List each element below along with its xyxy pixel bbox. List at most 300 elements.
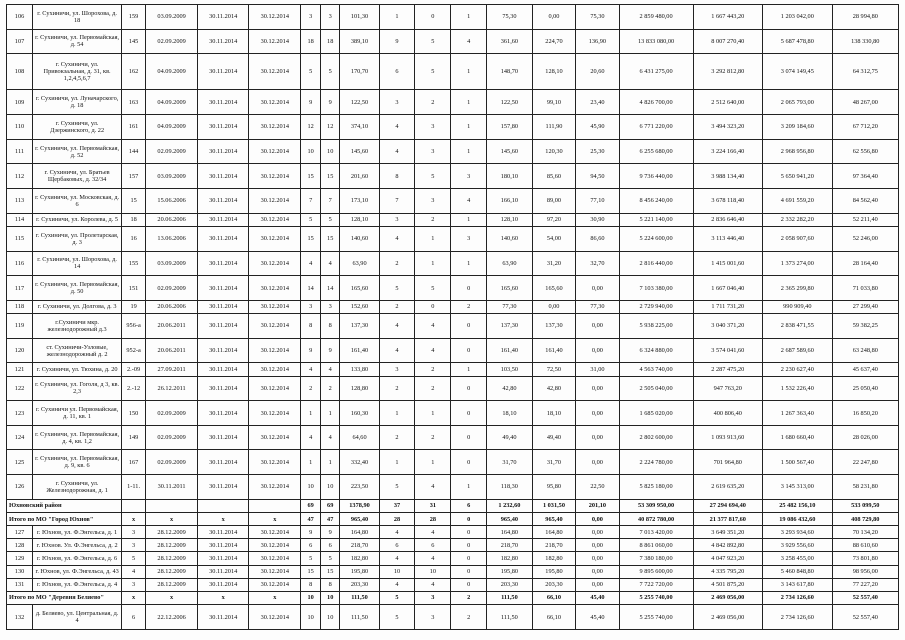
cell-document-date: 28.12.2009 [146, 539, 198, 552]
cell-flats-municipal: 0 [451, 512, 487, 525]
cell-cost-total: 2 802 600,00 [619, 425, 693, 450]
cell-residents-actual: 10 [320, 605, 340, 630]
cell-flats-municipal: 4 [451, 29, 487, 54]
cell-address: г. Юхнов, ул. Ф.Энгельса, д. 43 [33, 565, 122, 578]
cell-residents-actual: 9 [320, 338, 340, 363]
cell-residents-planned: 15 [301, 565, 321, 578]
cell-document-number: 952-а [122, 338, 146, 363]
cell-area-total: 148,70 [487, 54, 533, 90]
cell-flats-private: 4 [415, 338, 451, 363]
cell-cost-region: 4 691 559,20 [763, 189, 833, 214]
cell-cost-fund: 3 292 812,80 [693, 54, 763, 90]
cell-cost-fund: 947 763,20 [693, 376, 763, 401]
cell-flats-municipal: 0 [451, 578, 487, 591]
cell-area-municipal: 0,00 [576, 539, 619, 552]
cell-row-number: 110 [7, 115, 33, 140]
cell-actual-date: 30.12.2014 [249, 401, 301, 426]
cell-flats-private: 3 [415, 139, 451, 164]
cell-residents-planned: 10 [301, 591, 321, 604]
cell-total-area: 145,60 [340, 139, 379, 164]
cell-cost-local: 62 556,80 [832, 139, 898, 164]
cell-residents-planned: 2 [301, 376, 321, 401]
cell-document-date: 02.09.2009 [146, 425, 198, 450]
cell-area-municipal: 0,00 [576, 526, 619, 539]
cell-area-total: 166,10 [487, 189, 533, 214]
cell-cost-local: 27 299,40 [832, 300, 898, 313]
cell-flats-total: 1 [379, 5, 415, 30]
cell-address: г. Сухиничи, ул. Дзержинского, д. 22 [33, 115, 122, 140]
cell-address: г. Сухиничи, ул. Первомайская, д. 54 [33, 29, 122, 54]
cell-cost-fund: 1 415 001,60 [693, 251, 763, 276]
cell-cost-fund: 2 287 475,20 [693, 363, 763, 376]
cell-cost-total: 7 380 180,00 [619, 552, 693, 565]
cell-cost-total: 5 938 225,00 [619, 314, 693, 339]
cell-row-number: 125 [7, 450, 33, 475]
cell-flats-total: 2 [379, 300, 415, 313]
cell-cost-local: 28 994,80 [832, 5, 898, 30]
cell-total-area: 133,80 [340, 363, 379, 376]
table-row [7, 251, 899, 276]
cell-residents-actual: 15 [320, 164, 340, 189]
cell-document-number: 4 [122, 565, 146, 578]
cell-total-area: 63,90 [340, 251, 379, 276]
cell-area-private: 72,50 [532, 363, 575, 376]
cell-cost-fund: 1 667 443,20 [693, 5, 763, 30]
cell-planned-date: 30.11.2014 [198, 425, 249, 450]
cell-area-municipal: 77,30 [576, 300, 619, 313]
cell-document-date: 20.06.2011 [146, 314, 198, 339]
cell-area-municipal: 20,60 [576, 54, 619, 90]
table-body [7, 5, 899, 630]
cell-area-private: 224,70 [532, 29, 575, 54]
cell-cost-region: 990 909,40 [763, 300, 833, 313]
cell-cost-total: 7 013 420,00 [619, 526, 693, 539]
cell-cost-region: 1 373 274,00 [763, 251, 833, 276]
cell-address: г. Сухиничи, ул. Королева, д. 5 [33, 213, 122, 226]
cell-flats-private: 4 [415, 526, 451, 539]
cell-total-area: 201,60 [340, 164, 379, 189]
cell-cost-fund: 2 836 646,40 [693, 213, 763, 226]
cell-residents-planned: 4 [301, 363, 321, 376]
cell-document-date: x [146, 591, 198, 604]
cell-residents-planned: 1 [301, 450, 321, 475]
cell-area-total: 1 232,60 [487, 499, 533, 512]
cell-area-private: 66,10 [532, 591, 575, 604]
cell-address: г. Сухиничи ул. Первомайская, д. 11, кв. 1 [33, 401, 122, 426]
cell-flats-private: 3 [415, 605, 451, 630]
cell-residents-planned: 14 [301, 276, 321, 301]
cell-total-area: 160,30 [340, 401, 379, 426]
cell-cost-region: 1 500 567,40 [763, 450, 833, 475]
cell-cost-total: 40 872 780,00 [619, 512, 693, 525]
cell-cost-local: 58 231,80 [832, 475, 898, 500]
cell-cost-total: 7 103 380,00 [619, 276, 693, 301]
cell-residents-planned: 10 [301, 139, 321, 164]
cell-cost-fund: 4 047 923,20 [693, 552, 763, 565]
cell-area-municipal: 0,00 [576, 552, 619, 565]
cell-total-area: 195,80 [340, 565, 379, 578]
cell-total-area: 173,10 [340, 189, 379, 214]
cell-flats-private: 28 [415, 512, 451, 525]
cell-cost-local: 52 557,40 [832, 591, 898, 604]
cell-document-number: 2.-12 [122, 376, 146, 401]
table-row [7, 29, 899, 54]
cell-residents-actual: 4 [320, 251, 340, 276]
cell-flats-total: 1 [379, 401, 415, 426]
cell-residents-planned: 15 [301, 164, 321, 189]
cell-cost-fund: 3 988 134,40 [693, 164, 763, 189]
table-row [7, 376, 899, 401]
cell-area-municipal: 0,00 [576, 425, 619, 450]
cell-document-date: 02.09.2009 [146, 276, 198, 301]
cell-area-total: 111,50 [487, 591, 533, 604]
cell-address: г. Сухиничи, ул. Первомайская, д. 50 [33, 276, 122, 301]
cell-document-date: 30.11.2011 [146, 475, 198, 500]
cell-residents-planned: 9 [301, 90, 321, 115]
cell-total-area: 64,60 [340, 425, 379, 450]
cell-flats-total: 4 [379, 338, 415, 363]
table-row [7, 475, 899, 500]
table-row [7, 338, 899, 363]
cell-area-municipal: 22,50 [576, 475, 619, 500]
cell-planned-date: 30.11.2014 [198, 29, 249, 54]
cell-document-number: 145 [122, 29, 146, 54]
cell-residents-actual: 5 [320, 552, 340, 565]
cell-cost-region: 3 929 556,60 [763, 539, 833, 552]
table-row [7, 578, 899, 591]
cell-flats-private: 10 [415, 565, 451, 578]
table-row [7, 276, 899, 301]
cell-actual-date: 30.12.2014 [249, 363, 301, 376]
cell-document-date: 20.06.2011 [146, 338, 198, 363]
cell-planned-date: 30.11.2014 [198, 189, 249, 214]
cell-cost-local: 63 248,80 [832, 338, 898, 363]
cell-cost-region: 1 680 660,40 [763, 425, 833, 450]
cell-cost-total: 2 729 940,00 [619, 300, 693, 313]
table-row [7, 539, 899, 552]
cell-residents-actual: 9 [320, 90, 340, 115]
cell-document-number: 159 [122, 5, 146, 30]
cell-actual-date: 30.12.2014 [249, 54, 301, 90]
cell-actual-date: 30.12.2014 [249, 605, 301, 630]
cell-document-date: 13.06.2006 [146, 226, 198, 251]
cell-residents-planned: 5 [301, 213, 321, 226]
cell-cost-fund: 2 469 056,00 [693, 605, 763, 630]
summary-label: Итого по МО "Деревня Беляево" [7, 591, 122, 604]
cell-flats-total: 5 [379, 591, 415, 604]
cell-cost-total: 2 224 780,00 [619, 450, 693, 475]
cell-row-number: 129 [7, 552, 33, 565]
cell-flats-private: 1 [415, 450, 451, 475]
cell-actual-date: x [249, 512, 301, 525]
cell-residents-planned: 47 [301, 512, 321, 525]
cell-area-municipal: 86,60 [576, 226, 619, 251]
cell-flats-private: 1 [415, 251, 451, 276]
cell-area-municipal: 0,00 [576, 512, 619, 525]
cell-actual-date: 30.12.2014 [249, 425, 301, 450]
cell-residents-actual: 5 [320, 213, 340, 226]
cell-actual-date: 30.12.2014 [249, 115, 301, 140]
cell-actual-date: 30.12.2014 [249, 164, 301, 189]
cell-cost-local: 67 712,20 [832, 115, 898, 140]
cell-cost-region: 1 267 363,40 [763, 401, 833, 426]
cell-flats-total: 2 [379, 425, 415, 450]
cell-cost-total: 8 456 240,00 [619, 189, 693, 214]
cell-residents-actual: 10 [320, 591, 340, 604]
cell-area-total: 42,80 [487, 376, 533, 401]
cell-actual-date: 30.12.2014 [249, 314, 301, 339]
table-row [7, 565, 899, 578]
cell-residents-planned: 15 [301, 226, 321, 251]
cell-residents-planned: 3 [301, 300, 321, 313]
cell-flats-total: 4 [379, 139, 415, 164]
cell-area-total: 122,50 [487, 90, 533, 115]
cell-cost-fund: 2 512 640,00 [693, 90, 763, 115]
cell-residents-planned: 6 [301, 539, 321, 552]
cell-flats-municipal: 0 [451, 376, 487, 401]
table-row [7, 300, 899, 313]
cell-area-private: 137,30 [532, 314, 575, 339]
cell-planned-date: 30.11.2014 [198, 338, 249, 363]
cell-flats-municipal: 1 [451, 363, 487, 376]
cell-cost-fund: 1 093 913,60 [693, 425, 763, 450]
cell-row-number: 109 [7, 90, 33, 115]
cell-area-total: 49,40 [487, 425, 533, 450]
cell-flats-private: 31 [415, 499, 451, 512]
cell-row-number: 114 [7, 213, 33, 226]
cell-residents-planned: 10 [301, 605, 321, 630]
cell-residents-planned: 7 [301, 189, 321, 214]
cell-cost-fund: 2 469 056,00 [693, 591, 763, 604]
cell-address: г. Сухиничи, ул. Московская, д. 6 [33, 189, 122, 214]
cell-cost-total: 5 224 600,00 [619, 226, 693, 251]
cell-cost-fund: 3 574 041,60 [693, 338, 763, 363]
cell-area-total: 111,50 [487, 605, 533, 630]
cell-row-number: 112 [7, 164, 33, 189]
summary-row [7, 512, 899, 525]
cell-cost-local: 71 033,80 [832, 276, 898, 301]
cell-residents-planned: 5 [301, 54, 321, 90]
cell-document-date: 28.12.2009 [146, 526, 198, 539]
cell-actual-date: 30.12.2014 [249, 526, 301, 539]
cell-row-number: 107 [7, 29, 33, 54]
cell-cost-fund: 4 842 892,80 [693, 539, 763, 552]
cell-area-municipal: 25,30 [576, 139, 619, 164]
cell-area-municipal: 77,10 [576, 189, 619, 214]
cell-cost-region: 19 086 432,60 [763, 512, 833, 525]
cell-residents-actual: 3 [320, 5, 340, 30]
table-row [7, 115, 899, 140]
table-row [7, 450, 899, 475]
cell-document-date [146, 499, 198, 512]
cell-flats-private: 5 [415, 164, 451, 189]
cell-cost-total: 5 221 140,00 [619, 213, 693, 226]
cell-document-number: 161 [122, 115, 146, 140]
cell-total-area: 203,30 [340, 578, 379, 591]
cell-planned-date: 30.11.2014 [198, 401, 249, 426]
cell-area-total: 195,80 [487, 565, 533, 578]
cell-area-total: 18,10 [487, 401, 533, 426]
cell-flats-total: 4 [379, 314, 415, 339]
cell-document-number: 149 [122, 425, 146, 450]
cell-cost-region: 3 209 184,60 [763, 115, 833, 140]
cell-address: г. Сухиничи, ул. Первомайская, д. 9, кв. 6 [33, 450, 122, 475]
cell-cost-region: 2 365 299,80 [763, 276, 833, 301]
cell-residents-planned: 3 [301, 5, 321, 30]
cell-document-number: 162 [122, 54, 146, 90]
cell-document-number: 167 [122, 450, 146, 475]
cell-document-number: 18 [122, 213, 146, 226]
cell-area-private: 66,10 [532, 605, 575, 630]
cell-row-number: 108 [7, 54, 33, 90]
cell-document-number: 19 [122, 300, 146, 313]
cell-area-private: 95,80 [532, 475, 575, 500]
cell-total-area: 122,50 [340, 90, 379, 115]
cell-planned-date: 30.11.2014 [198, 115, 249, 140]
cell-address: г. Юхнов, ул. Ф.Энгельса, д. 6 [33, 552, 122, 565]
cell-area-municipal: 0,00 [576, 376, 619, 401]
cell-area-municipal: 0,00 [576, 276, 619, 301]
cell-planned-date: x [198, 512, 249, 525]
cell-residents-planned: 8 [301, 578, 321, 591]
cell-cost-local: 28 026,00 [832, 425, 898, 450]
cell-area-total: 145,60 [487, 139, 533, 164]
cell-actual-date: 30.12.2014 [249, 276, 301, 301]
cell-address: г. Сухиничи, ул. Привокзальная, д. 31, кв. 1,2,4,5,6,7 [33, 54, 122, 90]
cell-total-area: 170,70 [340, 54, 379, 90]
cell-cost-local: 64 312,75 [832, 54, 898, 90]
cell-cost-total: 5 255 740,00 [619, 591, 693, 604]
cell-total-area: 128,10 [340, 213, 379, 226]
cell-document-number: 16 [122, 226, 146, 251]
cell-flats-private: 2 [415, 376, 451, 401]
cell-planned-date: 30.11.2014 [198, 164, 249, 189]
cell-total-area: 164,80 [340, 526, 379, 539]
cell-area-municipal: 75,30 [576, 5, 619, 30]
cell-flats-private: 1 [415, 226, 451, 251]
cell-actual-date: 30.12.2014 [249, 213, 301, 226]
cell-area-municipal: 30,90 [576, 213, 619, 226]
cell-area-private: 164,80 [532, 526, 575, 539]
cell-document-date: 03.09.2009 [146, 164, 198, 189]
cell-flats-private: 2 [415, 90, 451, 115]
cell-flats-municipal: 1 [451, 475, 487, 500]
cell-document-date: 02.09.2009 [146, 450, 198, 475]
cell-document-number: 6 [122, 605, 146, 630]
cell-cost-fund: 701 964,80 [693, 450, 763, 475]
cell-cost-fund: 4 335 795,20 [693, 565, 763, 578]
cell-row-number: 123 [7, 401, 33, 426]
cell-actual-date: x [249, 591, 301, 604]
cell-residents-actual: 18 [320, 29, 340, 54]
cell-area-total: 63,90 [487, 251, 533, 276]
cell-flats-total: 28 [379, 512, 415, 525]
cell-cost-total: 9 736 440,00 [619, 164, 693, 189]
cell-cost-local: 138 330,80 [832, 29, 898, 54]
cell-area-private: 965,40 [532, 512, 575, 525]
cell-flats-municipal: 6 [451, 499, 487, 512]
cell-address: г. Сухиничи, ул. Шорохова, д. 18 [33, 5, 122, 30]
cell-total-area: 965,40 [340, 512, 379, 525]
cell-area-total: 137,30 [487, 314, 533, 339]
cell-cost-local: 28 164,40 [832, 251, 898, 276]
cell-planned-date: 30.11.2014 [198, 363, 249, 376]
cell-area-municipal: 45,40 [576, 605, 619, 630]
cell-area-total: 77,30 [487, 300, 533, 313]
cell-cost-region: 2 065 793,00 [763, 90, 833, 115]
cell-residents-actual: 69 [320, 499, 340, 512]
cell-flats-private: 1 [415, 401, 451, 426]
cell-flats-private: 2 [415, 363, 451, 376]
cell-cost-total: 6 324 880,00 [619, 338, 693, 363]
cell-area-total: 165,60 [487, 276, 533, 301]
cell-cost-total: 6 255 680,00 [619, 139, 693, 164]
cell-flats-total: 6 [379, 54, 415, 90]
cell-actual-date: 30.12.2014 [249, 139, 301, 164]
cell-address: г. Сухиничи, ул. Тюхина, д. 20 [33, 363, 122, 376]
cell-total-area: 111,50 [340, 591, 379, 604]
cell-actual-date: 30.12.2014 [249, 565, 301, 578]
cell-area-total: 182,80 [487, 552, 533, 565]
cell-document-number: 157 [122, 164, 146, 189]
cell-cost-local: 98 956,00 [832, 565, 898, 578]
cell-cost-total: 1 685 020,00 [619, 401, 693, 426]
cell-cost-local: 52 246,00 [832, 226, 898, 251]
cell-actual-date: 30.12.2014 [249, 450, 301, 475]
cell-residents-actual: 2 [320, 376, 340, 401]
cell-residents-planned: 1 [301, 401, 321, 426]
cell-total-area: 223,50 [340, 475, 379, 500]
cell-area-municipal: 0,00 [576, 450, 619, 475]
cell-address: г. Сухиничи, ул. Гоголя, д 3, кв. 2,3 [33, 376, 122, 401]
cell-cost-fund: 3 494 323,20 [693, 115, 763, 140]
cell-flats-private: 3 [415, 189, 451, 214]
cell-flats-total: 6 [379, 539, 415, 552]
cell-flats-private: 0 [415, 5, 451, 30]
cell-total-area: 218,70 [340, 539, 379, 552]
cell-cost-fund: 8 007 270,40 [693, 29, 763, 54]
cell-flats-total: 4 [379, 115, 415, 140]
table-row [7, 425, 899, 450]
cell-document-number: 5 [122, 552, 146, 565]
cell-address: г. Юхнов. Ул. Ф.Энгельса, д. 2 [33, 539, 122, 552]
cell-address: д. Беляево, ул. Центральная, д. 4 [33, 605, 122, 630]
cell-residents-planned: 4 [301, 251, 321, 276]
cell-cost-local: 97 364,40 [832, 164, 898, 189]
cell-address: г. Сухиничи, ул. Шорохова, д. 14 [33, 251, 122, 276]
cell-actual-date: 30.12.2014 [249, 552, 301, 565]
cell-cost-region: 2 230 627,40 [763, 363, 833, 376]
cell-area-private: 54,00 [532, 226, 575, 251]
cell-cost-fund: 3 649 351,20 [693, 526, 763, 539]
cell-document-date: 28.12.2009 [146, 552, 198, 565]
cell-area-private: 99,10 [532, 90, 575, 115]
cell-area-total: 218,70 [487, 539, 533, 552]
cell-cost-total: 2 816 440,00 [619, 251, 693, 276]
cell-residents-planned: 9 [301, 526, 321, 539]
table-row [7, 5, 899, 30]
cell-flats-total: 4 [379, 578, 415, 591]
cell-document-date: 04.09.2009 [146, 54, 198, 90]
cell-area-private: 31,70 [532, 450, 575, 475]
cell-flats-municipal: 2 [451, 605, 487, 630]
cell-flats-municipal: 2 [451, 591, 487, 604]
cell-cost-total: 6 431 275,00 [619, 54, 693, 90]
cell-document-date: 02.09.2009 [146, 29, 198, 54]
cell-residents-actual: 12 [320, 115, 340, 140]
cell-actual-date: 30.12.2014 [249, 189, 301, 214]
cell-document-number: 956-а [122, 314, 146, 339]
